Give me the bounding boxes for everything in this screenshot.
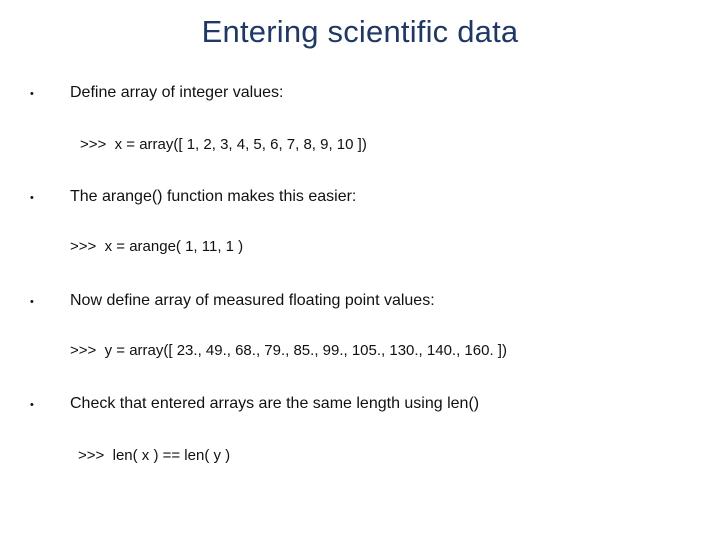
code-line: >>> x = arange( 1, 11, 1 )	[70, 238, 244, 255]
bullet-text: Define array of integer values:	[70, 84, 284, 101]
bullet-item	[30, 84, 283, 102]
slide-title: Entering scientific data	[201, 14, 519, 49]
bullet-text: The arange() function makes this easier:	[70, 188, 357, 205]
bullet-item	[30, 292, 435, 310]
bullet-item	[30, 395, 479, 413]
bullet-item	[30, 188, 356, 206]
bullet-icon: •	[30, 192, 34, 204]
bullet-icon: •	[30, 296, 34, 308]
bullet-text: Now define array of measured floating point values:	[70, 292, 435, 309]
code-line: >>> len( x ) == len( y )	[78, 447, 231, 464]
bullet-text: Check that entered arrays are the same length using len()	[70, 395, 480, 412]
bullet-icon: •	[30, 399, 34, 411]
bullet-icon: •	[30, 88, 34, 100]
code-line: >>> y = array([ 23., 49., 68., 79., 85., 99., 105., 130., 140., 160. ])	[70, 342, 507, 359]
code-line: >>> x = array([ 1, 2, 3, 4, 5, 6, 7, 8, 9, 10 ])	[80, 136, 367, 153]
